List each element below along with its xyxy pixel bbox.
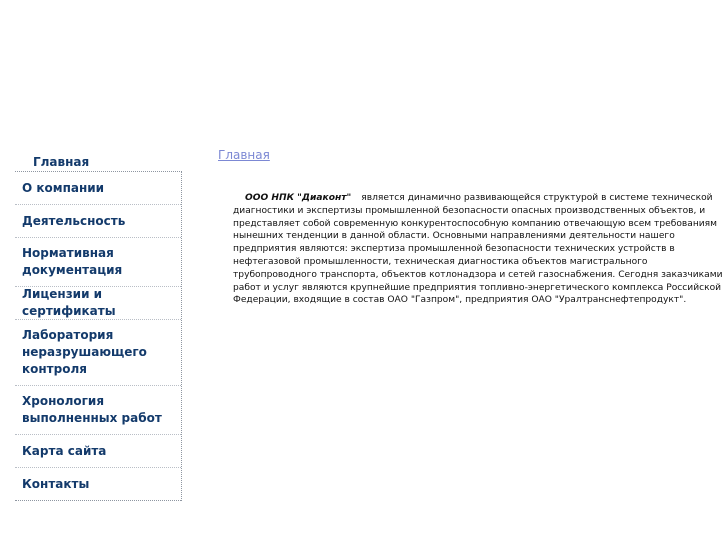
- nav-item-contacts[interactable]: [15, 468, 181, 501]
- nav-item-label: О компании: [22, 180, 105, 195]
- nav-item-sitemap[interactable]: [15, 435, 181, 468]
- nav-item-label: Хронология выполненных работ: [22, 394, 162, 425]
- nav-item-activity[interactable]: [15, 205, 181, 238]
- nav-item-licenses[interactable]: [15, 287, 181, 320]
- nav-item-work-chronology[interactable]: [15, 386, 181, 435]
- nav-item-label: Карта сайта: [22, 443, 107, 458]
- sidebar-home-link[interactable]: Главная: [33, 155, 90, 169]
- main-content: [233, 192, 727, 307]
- company-name: ООО НПК "Диаконт": [245, 193, 352, 203]
- nav-item-label: Нормативная документация: [22, 246, 123, 277]
- nav-item-ndt-lab[interactable]: [15, 320, 181, 386]
- nav-item-label: Деятельсность: [22, 213, 126, 228]
- sidebar-nav: [15, 154, 182, 501]
- nav-item-label: Контакты: [22, 476, 90, 491]
- nav-list: [15, 171, 182, 501]
- nav-item-label: Лаборатория неразрушающего контроля: [22, 328, 147, 376]
- company-description: является динамично развивающейся структурой в системе технической диагностики и экспертизы промышленной безопасности опасных производственных объектов, и представляет собой современную конкурентоспособную компанию отвечающую всем требованиям нынешних тенденции в данной области. Основными направлениями деятельности нашего предприятия являются: экспертиза промышленной безопасности технических устройств в нефтегазовой промышленности, техническая диагностика объектов магистрального трубопроводного транспорта, объектов котлонадзора и сетей газоснабжения. Сегодня заказчиками работ и услуг являются крупнейшие предприятия топливно-энергетического комплекса Российской Федерации, входящие в состав ОАО "Газпром", предприятия ОАО "Уралтранснефтепродукт".: [233, 193, 723, 306]
- nav-item-label: Лицензии и сертификаты: [22, 287, 116, 318]
- nav-item-regulatory-docs[interactable]: [15, 238, 181, 287]
- nav-item-about[interactable]: [15, 172, 181, 205]
- breadcrumb-home-link[interactable]: Главная: [218, 148, 270, 162]
